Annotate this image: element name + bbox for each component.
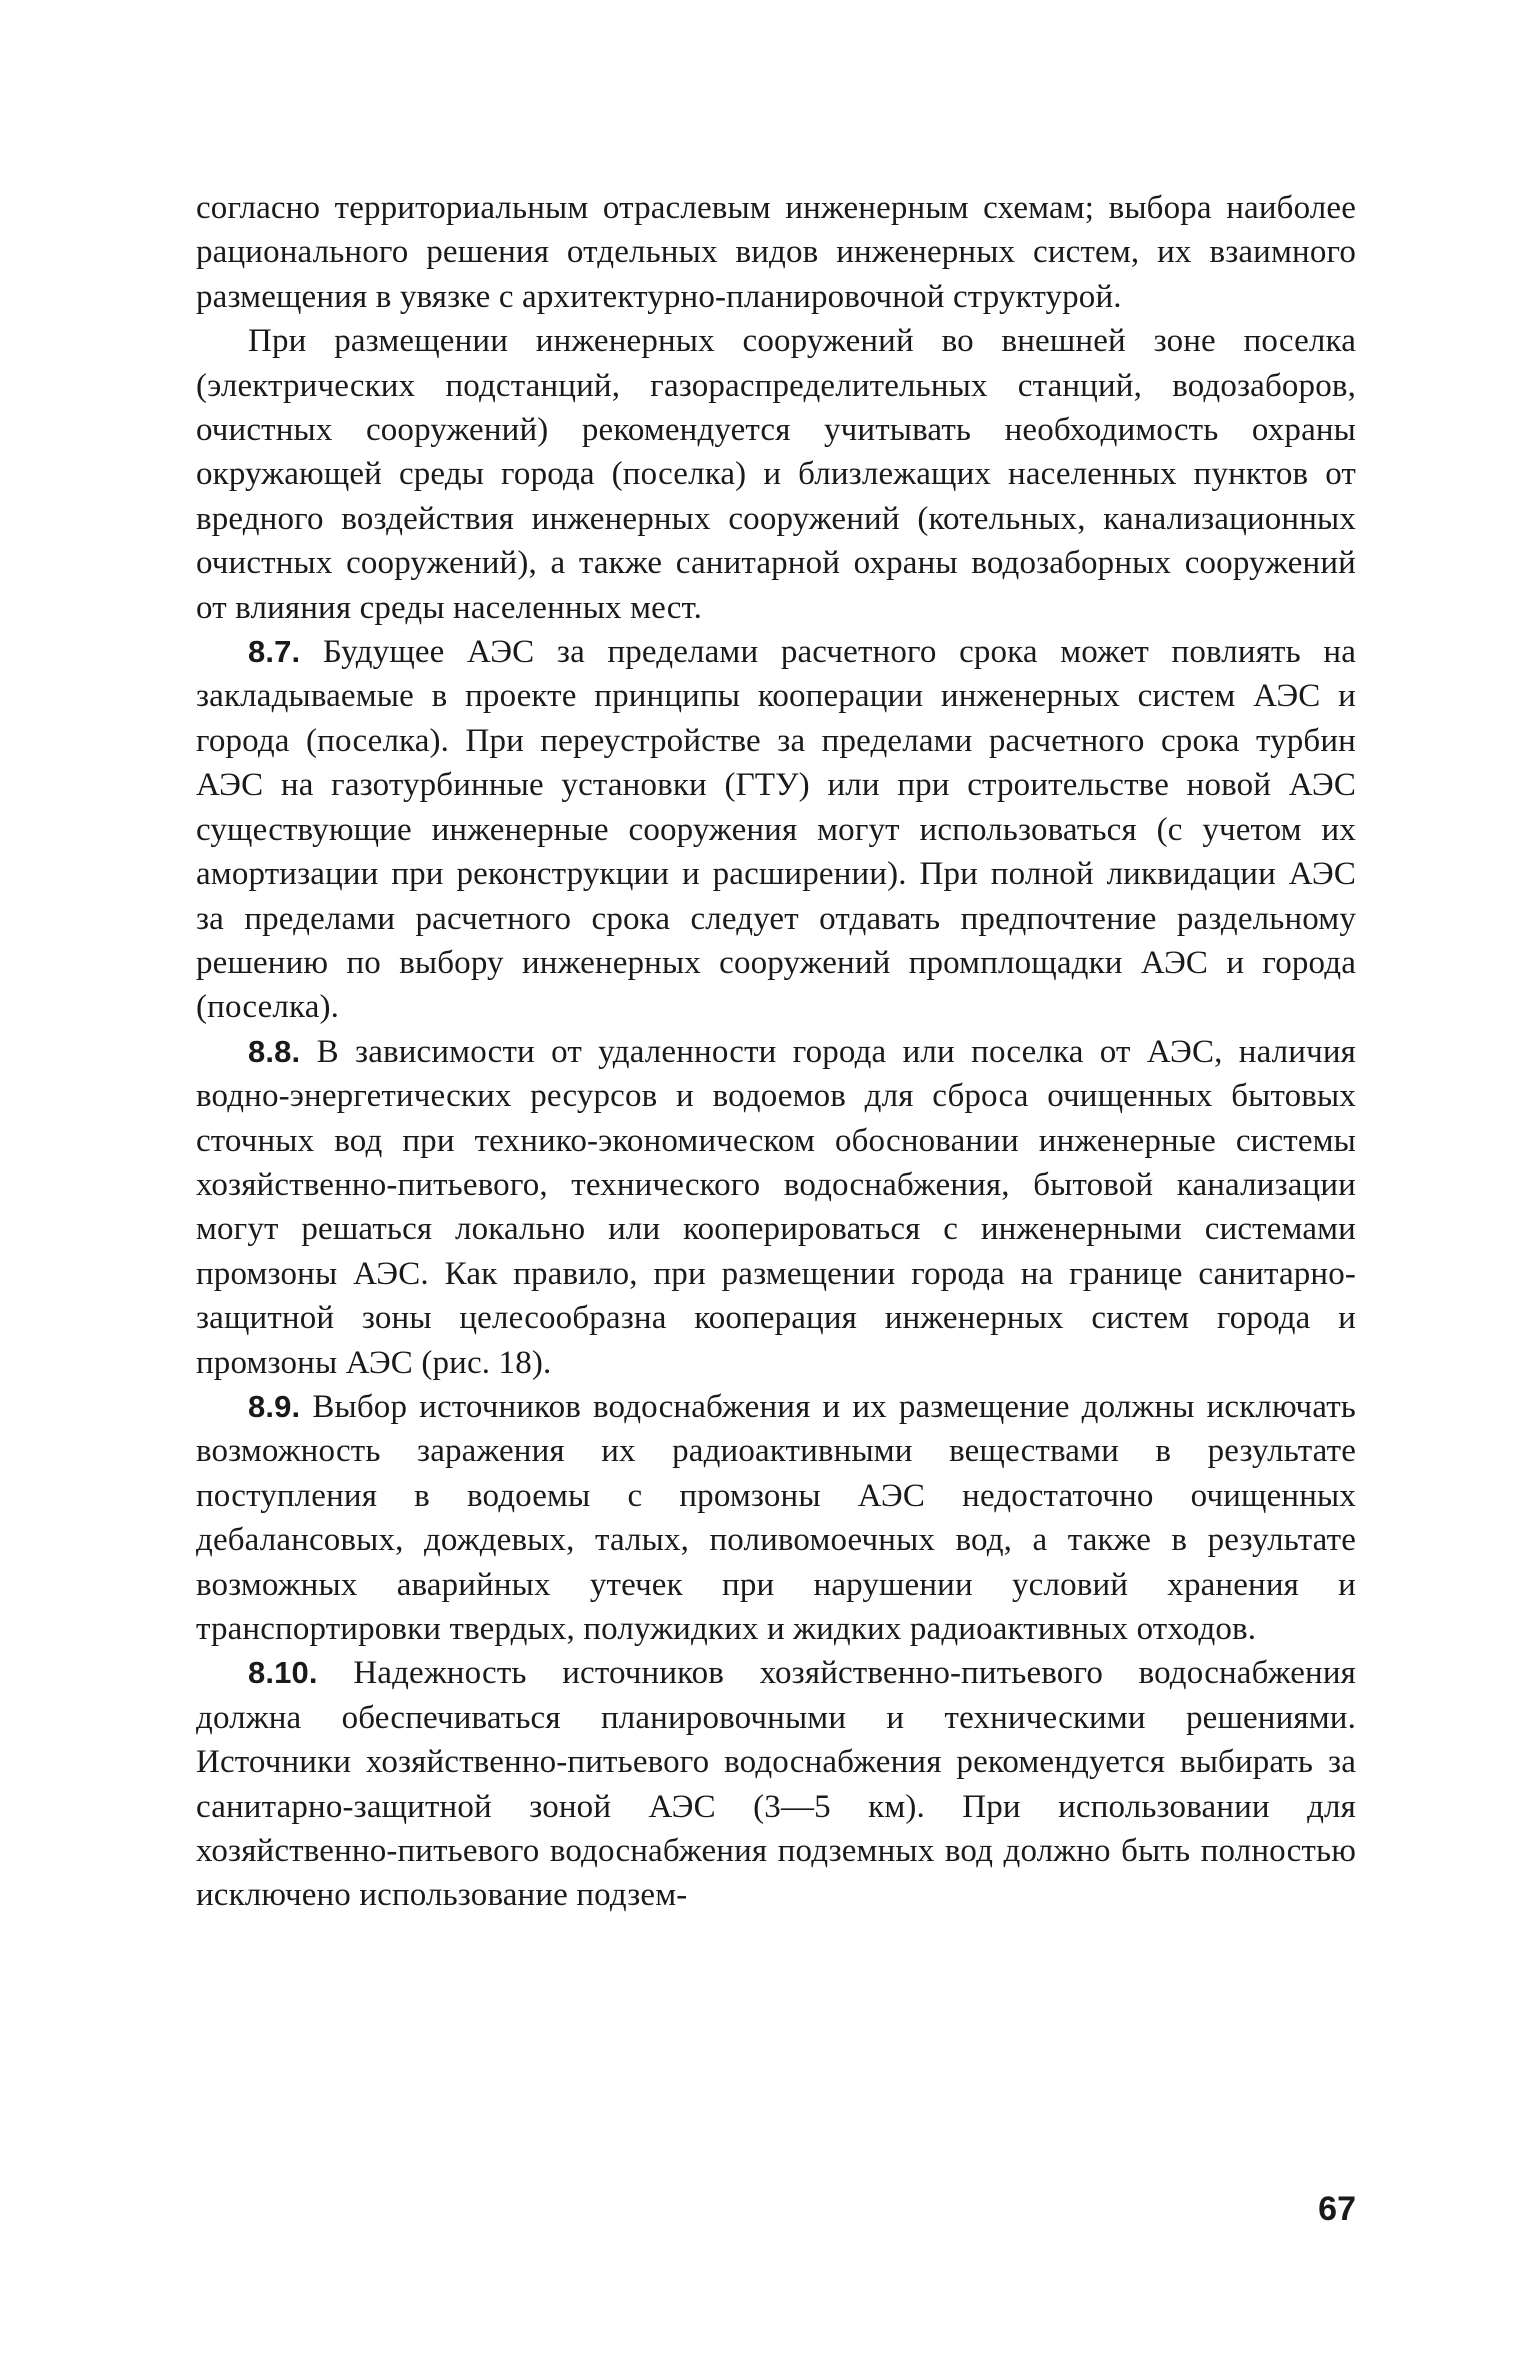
paragraph-text: Выбор источников водоснабжения и их размещение должны исключать возможность заражения их радиоактивными веществами в результате поступления в водоемы с промзоны АЭС недостаточно очищенных дебалансовых, дождевых, талых, поливомоечных вод, а также в результате возможных аварийных утечек при нарушении условий хранения и транспортировки твердых, полужидких и жидких радиоактивных отходов. — [196, 1388, 1356, 1647]
section-number: 8.9. — [248, 1388, 301, 1424]
paragraph-text: Надежность источников хозяйственно-питьевого водоснабжения должна обеспечиваться планировочными и техническими решениями. Источники хозяйственно-питьевого водоснабжения рекомендуется выбирать за санитарно-защитной зоной АЭС (3—5 км). При использовании для хозяйственно-питьевого водоснабжения подземных вод должно быть полностью исключено использование подзем- — [196, 1655, 1356, 1914]
paragraph-engineering-structures — [196, 319, 1356, 630]
paragraph-8-9 — [196, 1385, 1356, 1651]
paragraph-text: Будущее АЭС за пределами расчетного срока может повлиять на закладываемые в проекте принципы кооперации инженерных систем АЭС и города (поселка). При переустройстве за пределами расчетного срока турбин АЭС на газотурбинные установки (ГТУ) или при строительстве новой АЭС существующие инженерные сооружения могут использоваться (с учетом их амортизации при реконструкции и расширении). При полной ликвидации АЭС за пределами расчетного срока следует отдавать предпочтение раздельному решению по выбору инженерных сооружений промплощадки АЭС и города (поселка). — [196, 634, 1356, 1026]
paragraph-8-10 — [196, 1651, 1356, 1917]
document-page — [196, 186, 1356, 2196]
page-number: 67 — [1318, 2190, 1356, 2228]
paragraph-text: В зависимости от удаленности города или поселка от АЭС, наличия водно-энергетических ресурсов и водоемов для сброса очищенных бытовых сточных вод при технико-экономическом обосновании инженерные системы хозяйственно-питьевого, технического водоснабжения, бытовой канализации могут решаться локально или кооперироваться с инженерными системами промзоны АЭС. Как правило, при размещении города на границе санитарно-защитной зоны целесообразна кооперация инженерных систем города и промзоны АЭС (рис. 18). — [196, 1033, 1356, 1381]
section-number: 8.7. — [248, 634, 301, 670]
paragraph-text: При размещении инженерных сооружений во внешней зоне поселка (электрических подстанций, газораспределительных станций, водозаборов, очистных сооружений) рекомендуется учитывать необходимость охраны окружающей среды города (поселка) и близлежащих населенных пунктов от вредного воздействия инженерных сооружений (котельных, канализационных очистных сооружений), а также санитарной охраны водозаборных сооружений от влияния среды населенных мест. — [196, 323, 1356, 626]
paragraph-8-8 — [196, 1030, 1356, 1385]
section-number: 8.8. — [248, 1033, 301, 1069]
paragraph-8-7 — [196, 630, 1356, 1030]
section-number: 8.10. — [248, 1655, 318, 1691]
paragraph-text: согласно территориальным отраслевым инженерным схемам; выбора наиболее рационального решения отдельных видов инженерных систем, их взаимного размещения в увязке с архитектурно-планировочной структурой. — [196, 190, 1356, 315]
paragraph-continuation — [196, 186, 1356, 319]
